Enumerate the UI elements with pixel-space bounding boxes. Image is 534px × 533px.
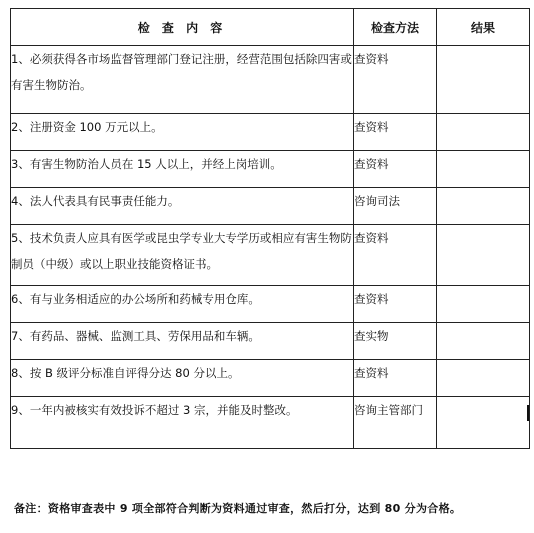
row-result-cell[interactable] — [437, 151, 530, 188]
row-method: 咨询司法 — [354, 188, 437, 225]
row-result-cell[interactable] — [437, 114, 530, 151]
row-result-cell[interactable] — [437, 225, 530, 286]
header-content: 检 查 内 容 — [11, 9, 354, 46]
row-content: 6、有与业务相适应的办公场所和药械专用仓库。 — [11, 286, 354, 323]
row-method: 查资料 — [354, 360, 437, 397]
table-row — [11, 286, 530, 323]
row-content: 1、必须获得各市场监督管理部门登记注册，经营范围包括除四害或有害生物防治。 — [11, 46, 354, 114]
row-result-cell[interactable] — [437, 46, 530, 114]
header-method: 检查方法 — [354, 9, 437, 46]
row-content: 8、按 B 级评分标准自评得分达 80 分以上。 — [11, 360, 354, 397]
row-content: 4、法人代表具有民事责任能力。 — [11, 188, 354, 225]
qualification-review-table — [10, 8, 530, 449]
row-method: 咨询主管部门 — [354, 397, 437, 449]
footnote: 备注：资格审查表中 9 项全部符合判断为资料通过审查，然后打分，达到 80 分为合格。 — [14, 502, 462, 515]
row-method: 查资料 — [354, 46, 437, 114]
table-row — [11, 114, 530, 151]
table-row — [11, 225, 530, 286]
row-content: 5、技术负责人应具有医学或昆虫学专业大专学历或相应有害生物防制员（中级）或以上职业技能资格证书。 — [11, 225, 354, 286]
row-method: 查资料 — [354, 225, 437, 286]
row-method: 查资料 — [354, 151, 437, 188]
row-result-cell[interactable] — [437, 286, 530, 323]
table-row — [11, 188, 530, 225]
row-content: 9、一年内被核实有效投诉不超过 3 宗，并能及时整改。 — [11, 397, 354, 449]
row-method: 查实物 — [354, 323, 437, 360]
table-row — [11, 397, 530, 449]
table-row — [11, 46, 530, 114]
row-content: 3、有害生物防治人员在 15 人以上，并经上岗培训。 — [11, 151, 354, 188]
row-content: 2、注册资金 100 万元以上。 — [11, 114, 354, 151]
header-result: 结果 — [437, 9, 530, 46]
row-result-cell[interactable] — [437, 397, 530, 449]
table-row — [11, 323, 530, 360]
row-content: 7、有药品、器械、监测工具、劳保用品和车辆。 — [11, 323, 354, 360]
row-method: 查资料 — [354, 114, 437, 151]
table-header-row — [11, 9, 530, 46]
edge-mark — [527, 405, 529, 421]
table-row — [11, 360, 530, 397]
row-result-cell[interactable] — [437, 360, 530, 397]
cut-off-top-text — [0, 0, 534, 8]
table-row — [11, 151, 530, 188]
row-result-cell[interactable] — [437, 188, 530, 225]
row-result-cell[interactable] — [437, 323, 530, 360]
row-method: 查资料 — [354, 286, 437, 323]
